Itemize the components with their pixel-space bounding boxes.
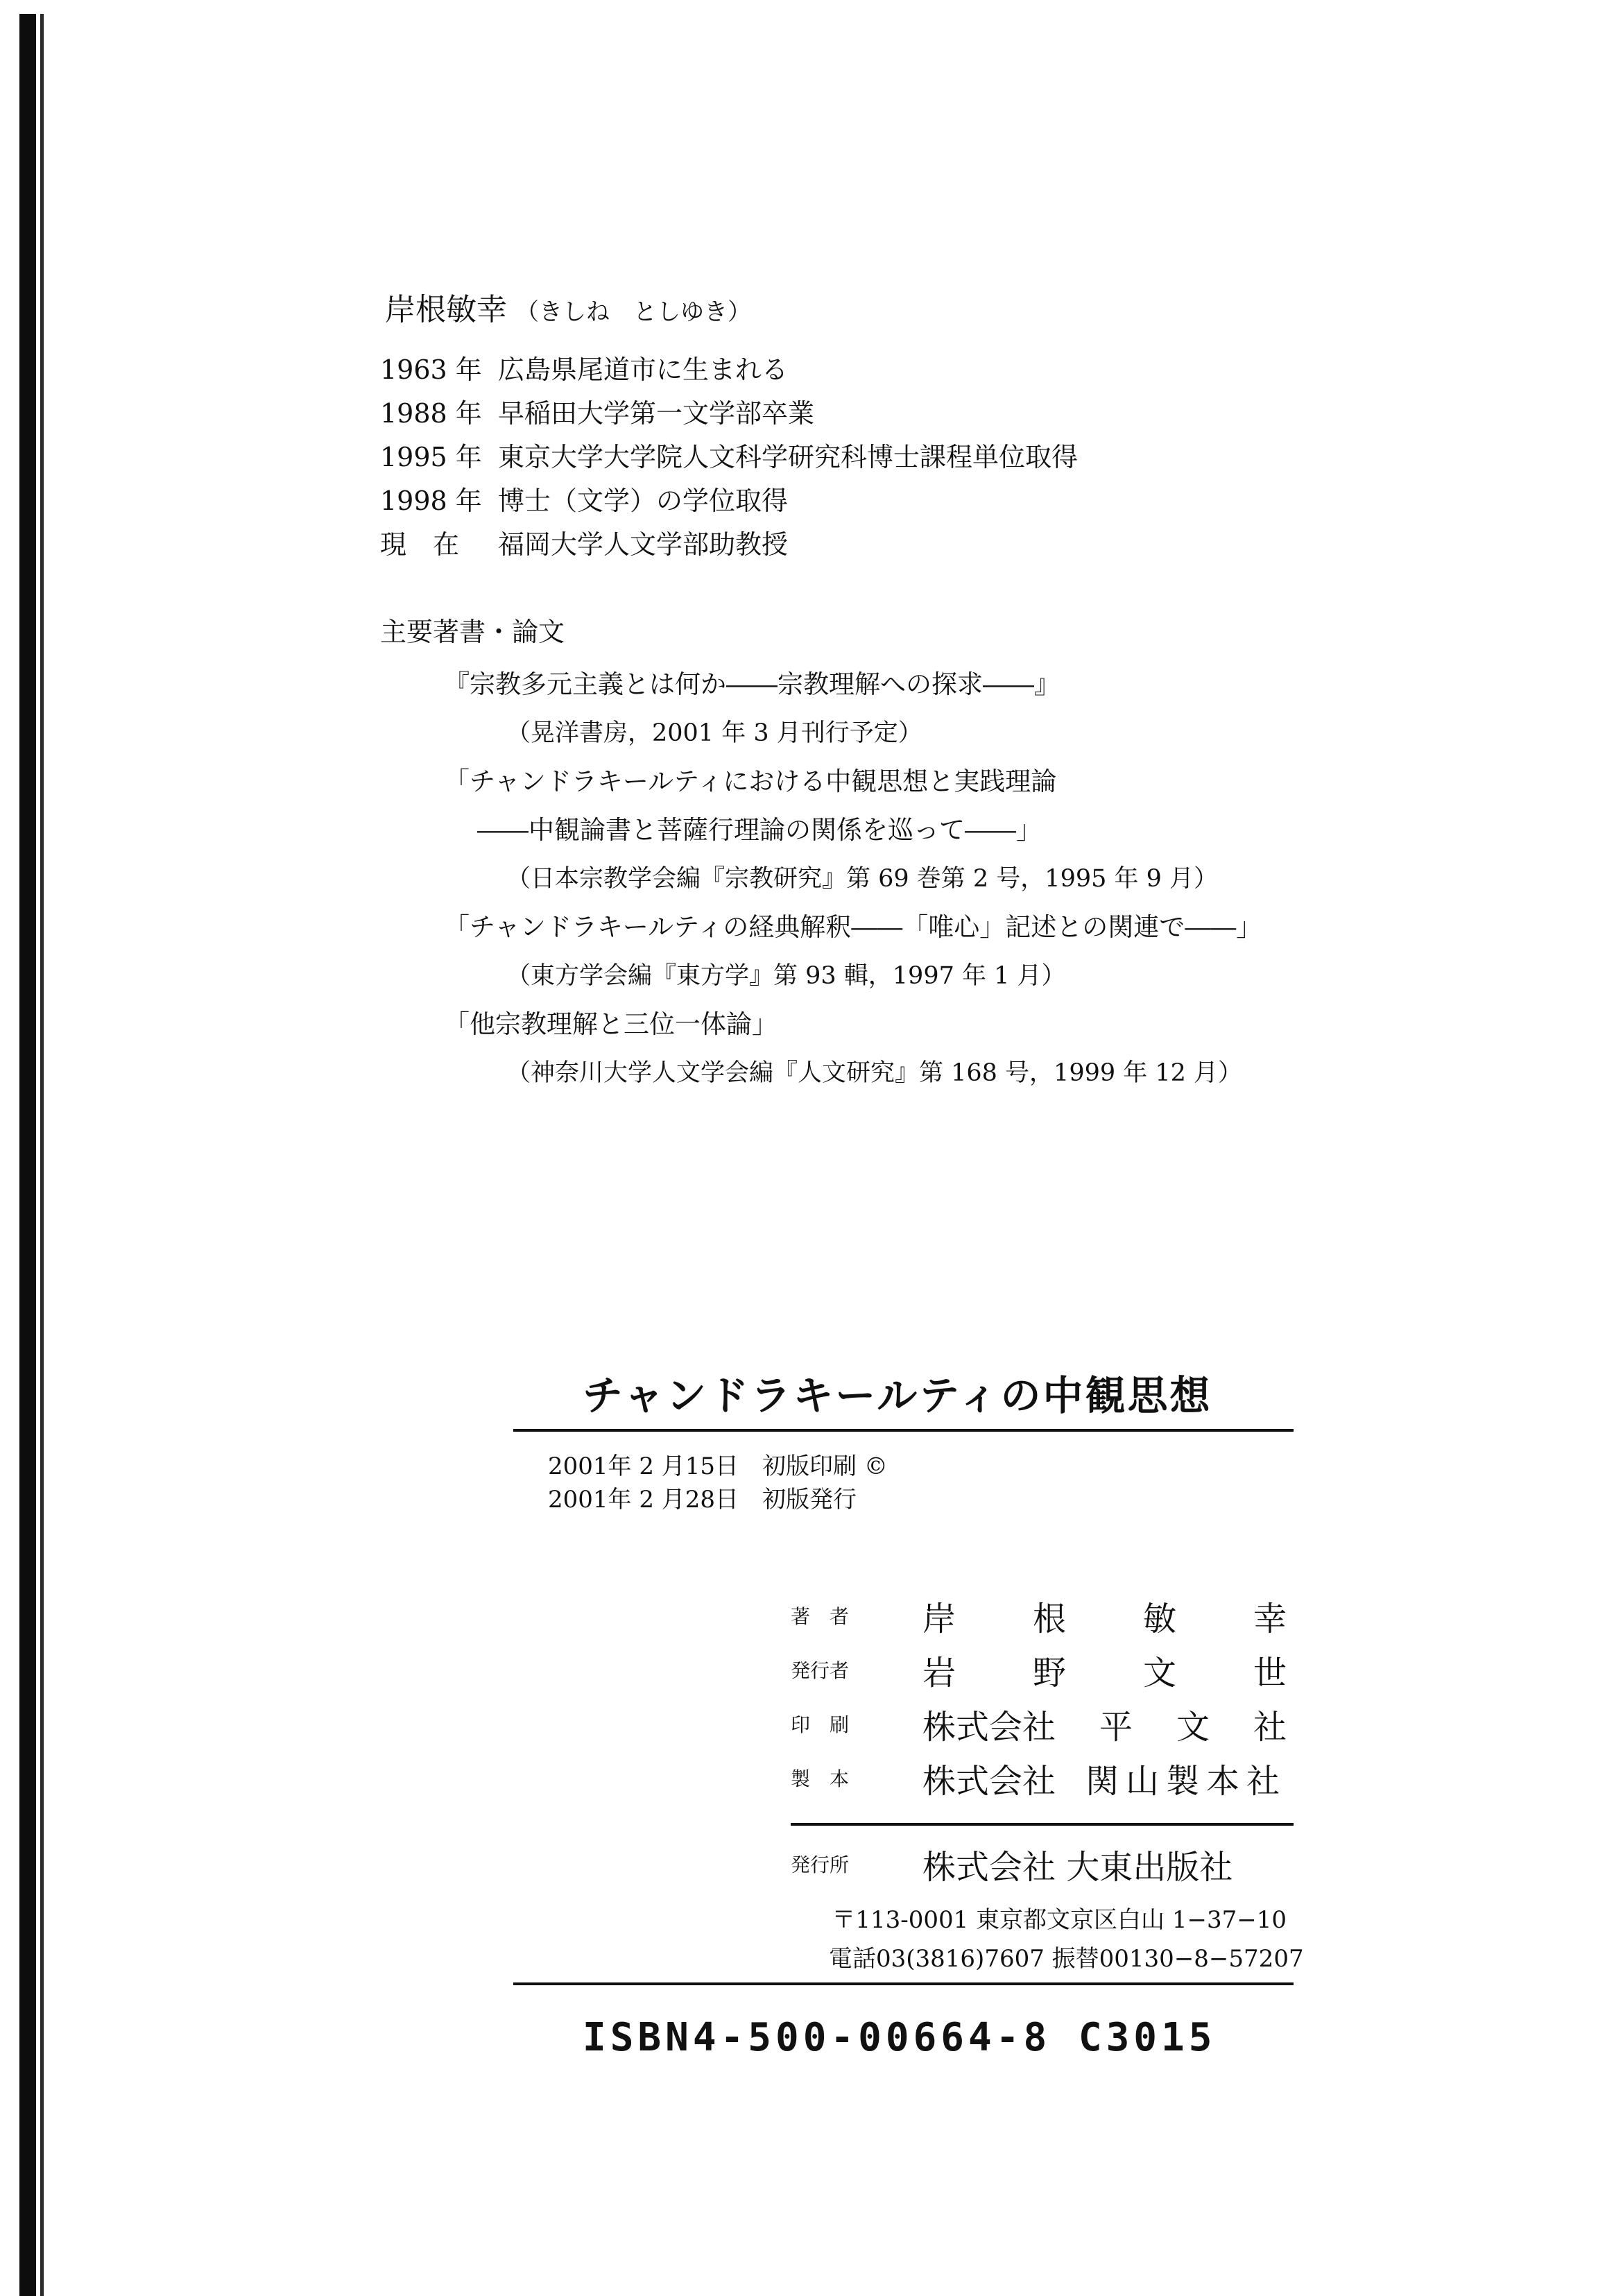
- career-text: 東京大学大学院人文科学研究科博士課程単位取得: [498, 442, 1079, 472]
- title-rule: [513, 1429, 1294, 1432]
- staff-row: [791, 1751, 1287, 1805]
- staff-value-part: 株式会社: [922, 1707, 1056, 1747]
- staff-value-part: 平: [1099, 1707, 1133, 1747]
- career-text: 広島県尾道市に生まれる: [498, 354, 789, 385]
- publisher-block: [791, 1837, 1287, 1891]
- career-text: 福岡大学人文学部助教授: [498, 529, 789, 560]
- works-line: 「他宗教理解と三位一体論」: [444, 1009, 778, 1039]
- book-title: チャンドラキールティの中観思想: [583, 1372, 1212, 1419]
- publisher-phone: 電話03(3816)7607 振替00130−8−57207: [829, 1945, 1304, 1973]
- staff-value-part: 岩: [922, 1653, 956, 1693]
- isbn-rule: [513, 1982, 1294, 1985]
- publisher-role: 発行所: [791, 1853, 850, 1876]
- career-year: 現 在: [380, 529, 460, 560]
- staff-value: [922, 1592, 1287, 1640]
- career-row: [380, 479, 1078, 523]
- works-line: （晃洋書房，2001 年 3 月刊行予定）: [506, 719, 922, 747]
- staff-value-part: 野: [1032, 1653, 1066, 1693]
- staff-row: [791, 1643, 1287, 1697]
- career-text: 早稲田大学第一文学部卒業: [498, 398, 815, 429]
- staff-role: 製 本: [791, 1767, 850, 1790]
- staff-value-part: 文: [1176, 1707, 1210, 1747]
- career-year: 1998 年: [380, 486, 482, 516]
- career-row: [380, 523, 1078, 567]
- publisher-name: 株式会社 大東出版社: [922, 1847, 1233, 1887]
- author-name: [385, 284, 751, 329]
- printing-date: 2001年 2 月15日 初版印刷 ©: [548, 1453, 888, 1480]
- author-name-text: 岸根敏幸: [385, 292, 507, 327]
- staff-value-part: 岸: [922, 1599, 956, 1638]
- works-line: 「チャンドラキールティにおける中観思想と実践理論: [444, 766, 1057, 796]
- career-row: [380, 392, 1078, 436]
- staff-value-part: 幸: [1253, 1599, 1287, 1638]
- works-heading: 主要著書・論文: [380, 617, 565, 647]
- staff-value-part: 敏: [1142, 1599, 1176, 1638]
- staff-row: [791, 1588, 1287, 1643]
- author-reading: （きしね としゆき）: [515, 298, 751, 326]
- staff-value-part: 関山製本社: [1085, 1761, 1287, 1801]
- career-year: 1963 年: [380, 354, 482, 385]
- career-text: 博士（文学）の学位取得: [498, 486, 789, 516]
- staff-value-part: 株式会社: [922, 1761, 1056, 1801]
- publisher-address: 〒113-0001 東京都文京区白山 1−37−10: [832, 1906, 1287, 1934]
- binding-edge-line: [40, 14, 44, 2296]
- staff-value: [922, 1754, 1287, 1802]
- publisher-row: [791, 1837, 1287, 1891]
- publisher-contact: [829, 1901, 1304, 1978]
- edition-dates: [548, 1450, 888, 1516]
- works-list: [444, 660, 1262, 1097]
- staff-value-part: 社: [1253, 1707, 1287, 1747]
- works-line: （日本宗教学会編『宗教研究』第 69 巻第 2 号，1995 年 9 月）: [506, 865, 1219, 893]
- works-line: 「チャンドラキールティの経典解釈――「唯心」記述との関連で――」: [444, 912, 1262, 942]
- career-year: 1995 年: [380, 442, 482, 472]
- staff-row: [791, 1697, 1287, 1751]
- staff-role: 発行者: [791, 1659, 850, 1682]
- career-list: [380, 348, 1078, 567]
- issue-date: 2001年 2 月28日 初版発行: [548, 1486, 857, 1514]
- staff-value: [922, 1646, 1287, 1694]
- isbn: ISBN4-500-00664-8 C3015: [583, 2015, 1217, 2060]
- staff-table: [791, 1588, 1287, 1805]
- publisher-rule: [791, 1823, 1294, 1826]
- staff-value-part: 世: [1253, 1653, 1287, 1693]
- staff-value-part: 根: [1032, 1599, 1066, 1638]
- works-line: （東方学会編『東方学』第 93 輯，1997 年 1 月）: [506, 962, 1066, 990]
- works-line: ――中観論書と菩薩行理論の関係を巡って――」: [477, 815, 1042, 845]
- staff-value-part: 文: [1142, 1653, 1176, 1693]
- staff-value: [922, 1700, 1287, 1748]
- career-row: [380, 348, 1078, 392]
- binding-edge: [19, 14, 36, 2296]
- staff-role: 印 刷: [791, 1713, 850, 1736]
- career-row: [380, 436, 1078, 479]
- works-line: （神奈川大学人文学会編『人文研究』第 168 号，1999 年 12 月）: [506, 1059, 1243, 1087]
- works-line: 『宗教多元主義とは何か――宗教理解への探求――』: [444, 669, 1060, 699]
- staff-role: 著 者: [791, 1605, 850, 1628]
- career-year: 1988 年: [380, 398, 482, 429]
